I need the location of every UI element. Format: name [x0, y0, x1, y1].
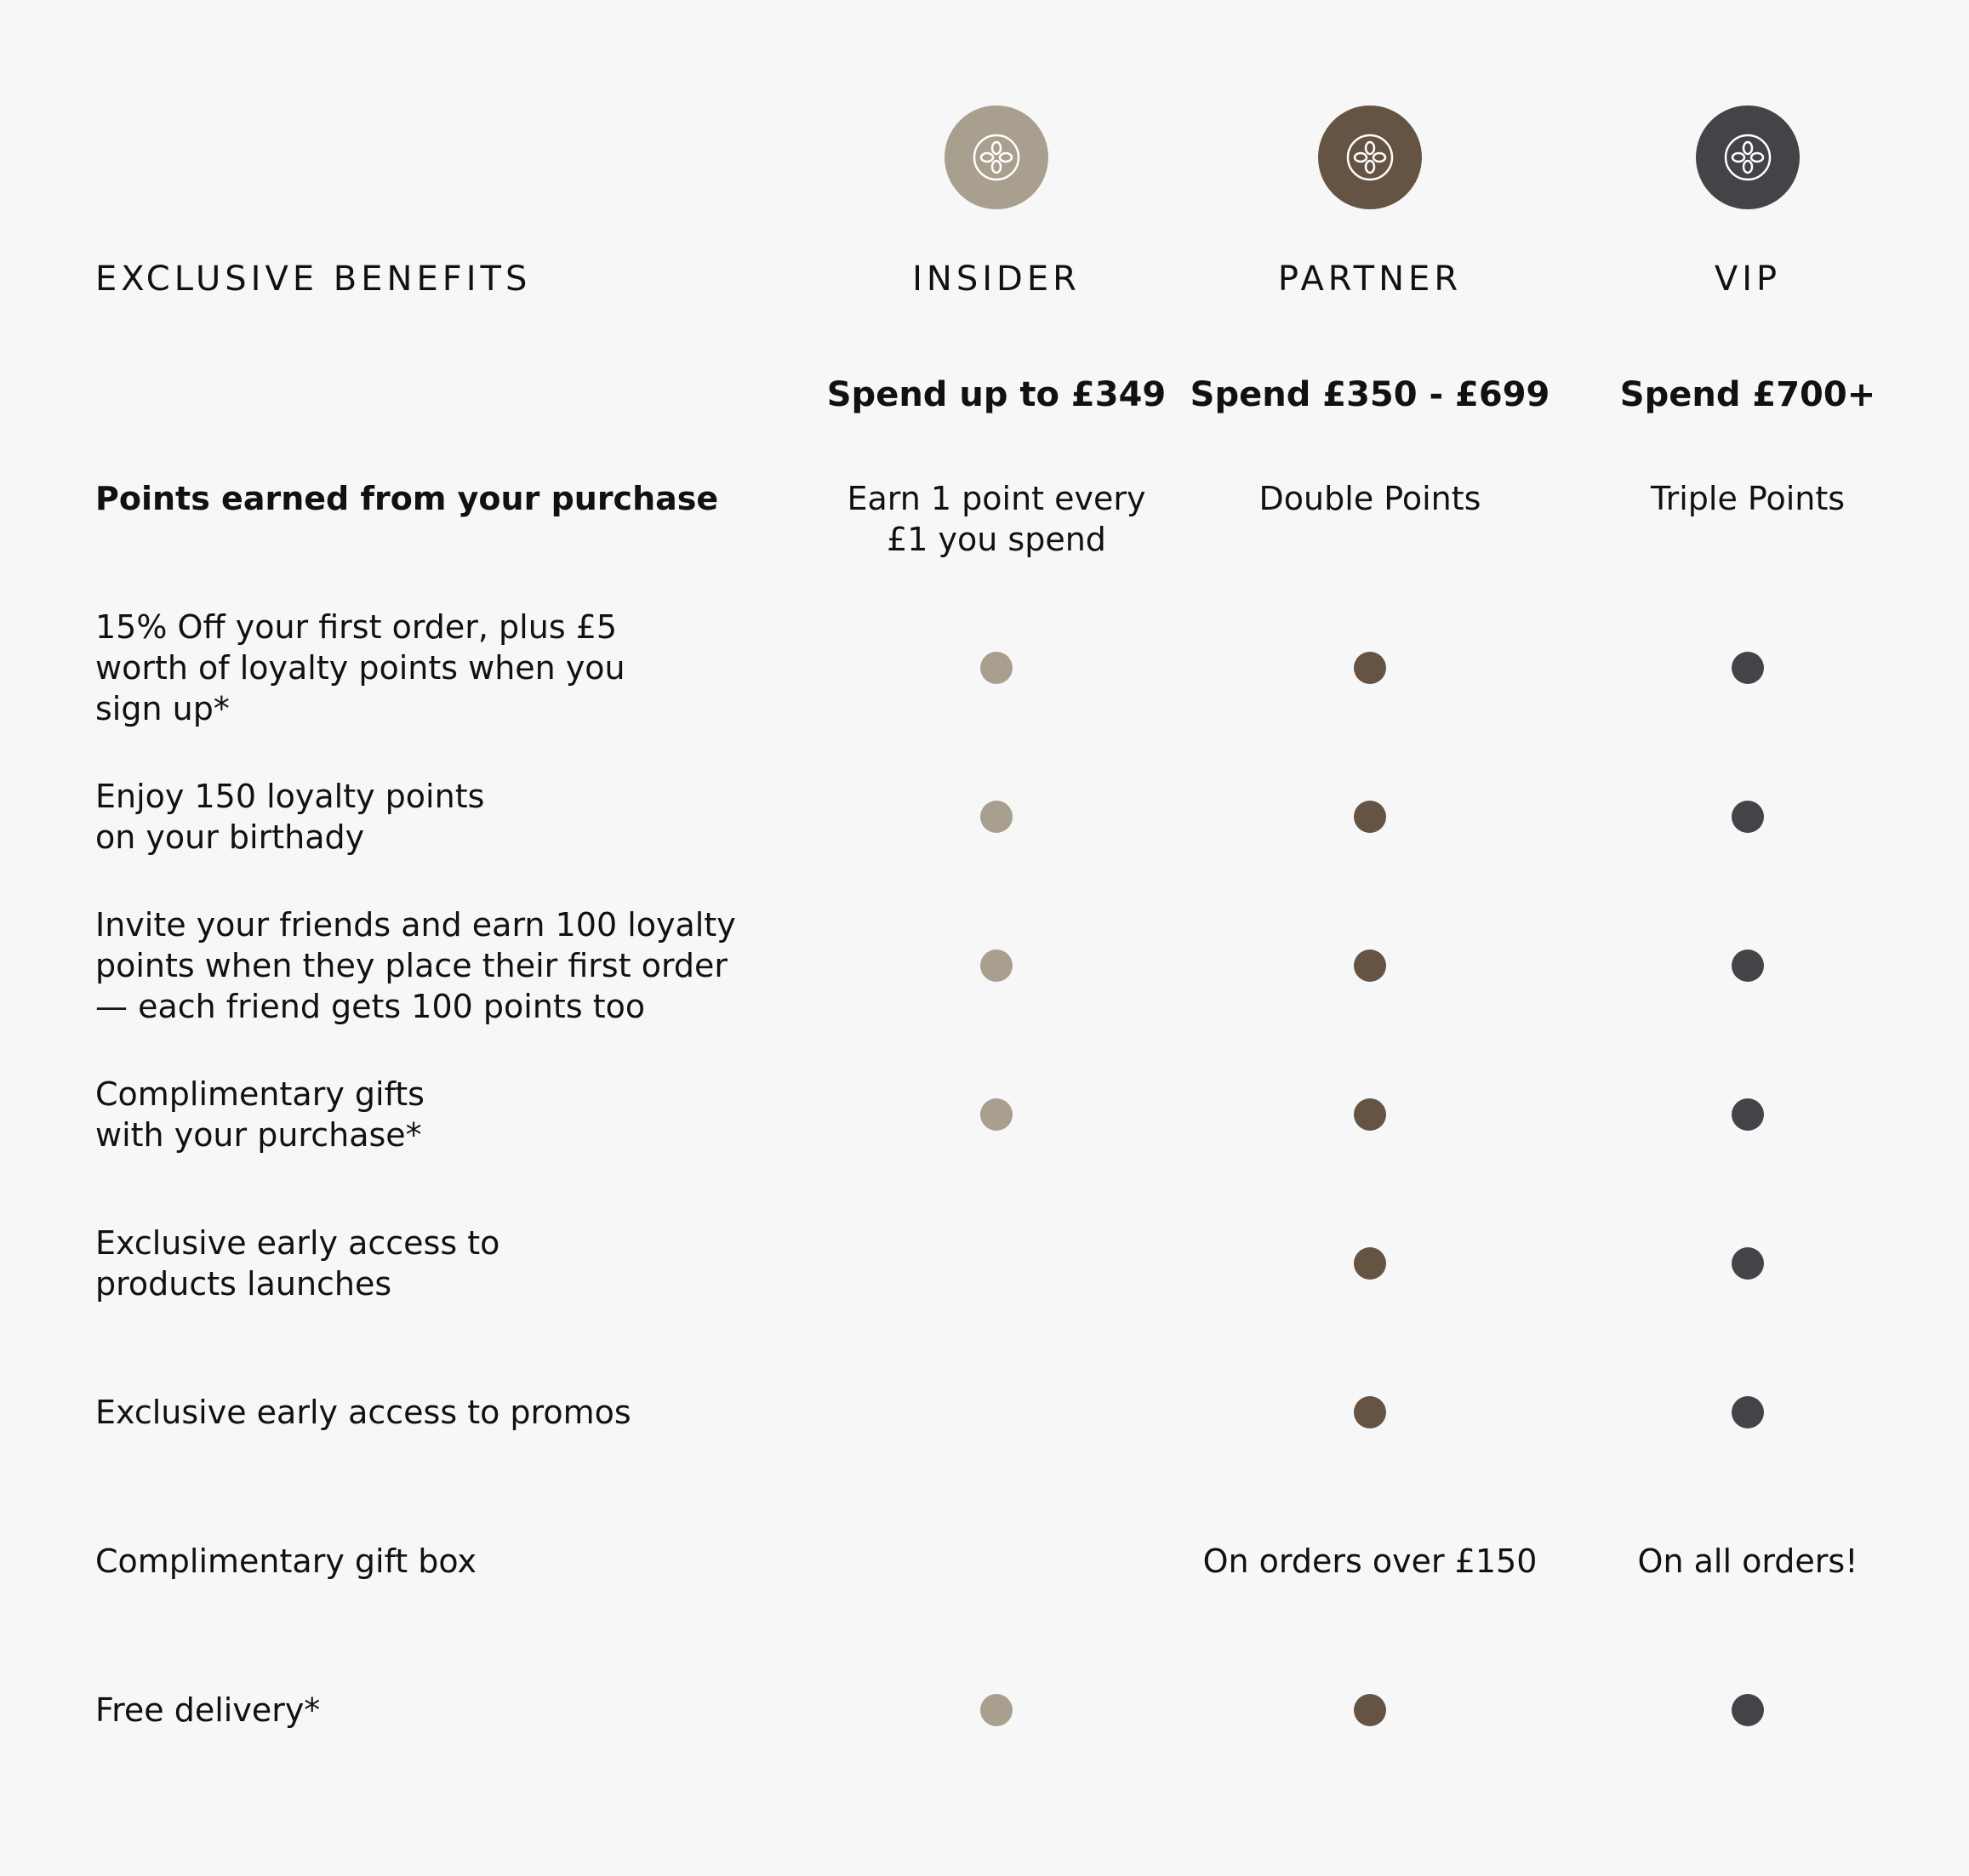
benefit-label-line: Complimentary gifts — [95, 1075, 425, 1113]
benefit-label-line: points when they place their first order — [95, 947, 728, 984]
benefit-label-line: 15% Off your first order, plus £5 — [95, 608, 618, 646]
benefit-label — [95, 1223, 742, 1304]
benefit-dot-partner — [1354, 801, 1386, 833]
benefit-dot-vip — [1732, 1247, 1764, 1280]
benefit-label-line: Points earned from your purchase — [95, 480, 719, 517]
benefit-label — [95, 1541, 742, 1582]
tier-spend-partner: Spend £350 - £699 — [1190, 375, 1550, 414]
benefit-dot-partner — [1354, 949, 1386, 982]
benefit-label — [95, 1074, 742, 1155]
tier-badge-partner — [1318, 105, 1422, 209]
benefit-dot-partner — [1354, 1396, 1386, 1428]
benefit-label-line: worth of loyalty points when you — [95, 649, 625, 687]
benefit-label — [95, 1392, 742, 1433]
tier-spend-insider: Spend up to £349 — [826, 375, 1167, 414]
benefit-label-line: — each friend gets 100 points too — [95, 988, 646, 1025]
benefit-cell-text-vip — [1561, 478, 1935, 519]
benefit-dot-partner — [1354, 652, 1386, 684]
tier-badge-vip — [1696, 105, 1800, 209]
tier-badge-insider — [945, 105, 1048, 209]
benefit-cell-line: On all orders! — [1637, 1542, 1858, 1580]
benefit-dot-partner — [1354, 1694, 1386, 1726]
benefit-label-line: Enjoy 150 loyalty points — [95, 778, 485, 815]
benefit-label — [95, 607, 742, 729]
benefit-dot-partner — [1354, 1098, 1386, 1131]
benefit-label-line: Exclusive early access to — [95, 1224, 500, 1262]
benefit-label — [95, 1690, 742, 1731]
benefit-label-line: products launches — [95, 1265, 392, 1303]
benefit-dot-vip — [1732, 652, 1764, 684]
benefit-dot-partner — [1354, 1247, 1386, 1280]
benefit-dot-vip — [1732, 1098, 1764, 1131]
section-title: EXCLUSIVE BENEFITS — [95, 259, 532, 299]
benefit-dot-insider — [980, 652, 1013, 684]
benefit-cell-text-vip — [1561, 1541, 1935, 1582]
benefit-dot-insider — [980, 1694, 1013, 1726]
benefit-dot-insider — [980, 949, 1013, 982]
benefit-cell-line: Double Points — [1258, 480, 1481, 517]
benefit-label-line: on your birthady — [95, 818, 365, 856]
tier-name-insider: INSIDER — [912, 259, 1081, 299]
benefit-dot-vip — [1732, 1396, 1764, 1428]
clover-knot-icon — [1343, 130, 1397, 185]
tier-spend-vip: Spend £700+ — [1619, 375, 1876, 414]
benefit-dot-vip — [1732, 801, 1764, 833]
benefit-label-line: Complimentary gift box — [95, 1542, 477, 1580]
benefit-dot-vip — [1732, 949, 1764, 982]
clover-knot-icon — [969, 130, 1024, 185]
benefit-label-line: Invite your friends and earn 100 loyalty — [95, 906, 736, 944]
benefit-cell-text-partner — [1183, 1541, 1557, 1582]
benefit-cell-line: £1 you spend — [887, 521, 1106, 558]
benefit-dot-insider — [980, 801, 1013, 833]
benefit-dot-vip — [1732, 1694, 1764, 1726]
benefit-label-line: with your purchase* — [95, 1116, 422, 1154]
benefit-label — [95, 776, 742, 858]
benefit-cell-text-insider — [809, 478, 1184, 560]
benefit-dot-insider — [980, 1098, 1013, 1131]
tier-name-vip: VIP — [1714, 259, 1782, 299]
benefit-label-line: Free delivery* — [95, 1691, 321, 1729]
benefit-cell-line: Earn 1 point every — [847, 480, 1146, 517]
benefit-cell-text-partner — [1183, 478, 1557, 519]
benefit-label — [95, 478, 742, 519]
benefit-label-line: sign up* — [95, 690, 230, 727]
benefit-label — [95, 904, 742, 1027]
benefit-cell-line: On orders over £150 — [1202, 1542, 1538, 1580]
benefit-label-line: Exclusive early access to promos — [95, 1394, 631, 1431]
benefit-cell-line: Triple Points — [1650, 480, 1846, 517]
tier-name-partner: PARTNER — [1277, 259, 1463, 299]
clover-knot-icon — [1721, 130, 1775, 185]
